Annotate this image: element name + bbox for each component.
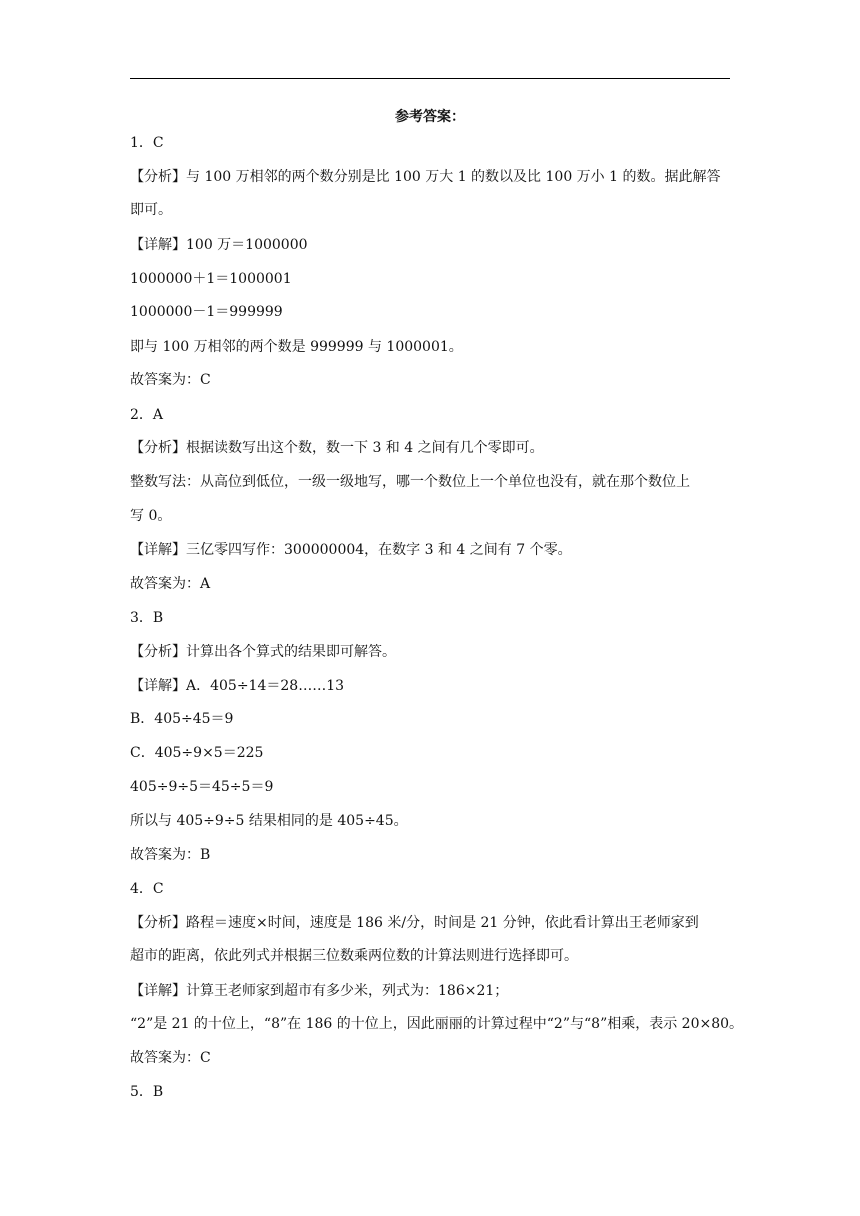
detail-line: B．405÷45＝9	[130, 711, 234, 727]
analysis-line: 【分析】路程＝速度×时间，速度是 186 米/分，时间是 21 分钟，依此看计算出王老师家到	[130, 915, 699, 931]
detail-line: 405÷9÷5＝45÷5＝9	[130, 779, 274, 795]
analysis-line: 写 0。	[130, 508, 172, 524]
header-rule	[130, 78, 730, 79]
answer-number: 1．C	[130, 135, 164, 151]
detail-line: 【详解】A．405÷14＝28……13	[130, 678, 345, 694]
analysis-line: 【分析】根据读数写出这个数，数一下 3 和 4 之间有几个零即可。	[130, 440, 544, 456]
analysis-line: 即可。	[130, 202, 172, 218]
answer-number: 5．B	[130, 1084, 164, 1100]
detail-line: C．405÷9×5＝225	[130, 745, 264, 761]
answer-line: 故答案为：A	[130, 576, 211, 592]
detail-line: 【详解】100 万＝1000000	[130, 237, 308, 253]
detail-line: 1000000－1＝999999	[130, 304, 283, 320]
detail-line: 所以与 405÷9÷5 结果相同的是 405÷45。	[130, 813, 408, 829]
analysis-line: 整数写法：从高位到低位，一级一级地写，哪一个数位上一个单位也没有，就在那个数位上	[130, 474, 690, 490]
answer-key-heading: 参考答案：	[395, 109, 465, 125]
answer-number: 2．A	[130, 407, 164, 423]
detail-line: 【详解】计算王老师家到超市有多少米，列式为：186×21；	[130, 983, 509, 999]
analysis-line: 【分析】计算出各个算式的结果即可解答。	[130, 644, 396, 660]
detail-line: “2”是 21 的十位上，“8”在 186 的十位上，因此丽丽的计算过程中“2”与“8”相乘，表示 20×80。	[130, 1016, 744, 1032]
answer-number: 3．B	[130, 610, 164, 626]
answer-line: 故答案为：C	[130, 372, 211, 388]
analysis-line: 【分析】与 100 万相邻的两个数分别是比 100 万大 1 的数以及比 100 万小 1 的数。据此解答	[130, 169, 721, 185]
answer-line: 故答案为：B	[130, 847, 211, 863]
detail-line: 1000000＋1＝1000001	[130, 271, 292, 287]
analysis-line: 超市的距离，依此列式并根据三位数乘两位数的计算法则进行选择即可。	[130, 948, 578, 964]
answer-line: 故答案为：C	[130, 1050, 211, 1066]
answer-number: 4．C	[130, 881, 164, 897]
detail-line: 即与 100 万相邻的两个数是 999999 与 1000001。	[130, 339, 463, 355]
detail-line: 【详解】三亿零四写作：300000004，在数字 3 和 4 之间有 7 个零。	[130, 542, 572, 558]
